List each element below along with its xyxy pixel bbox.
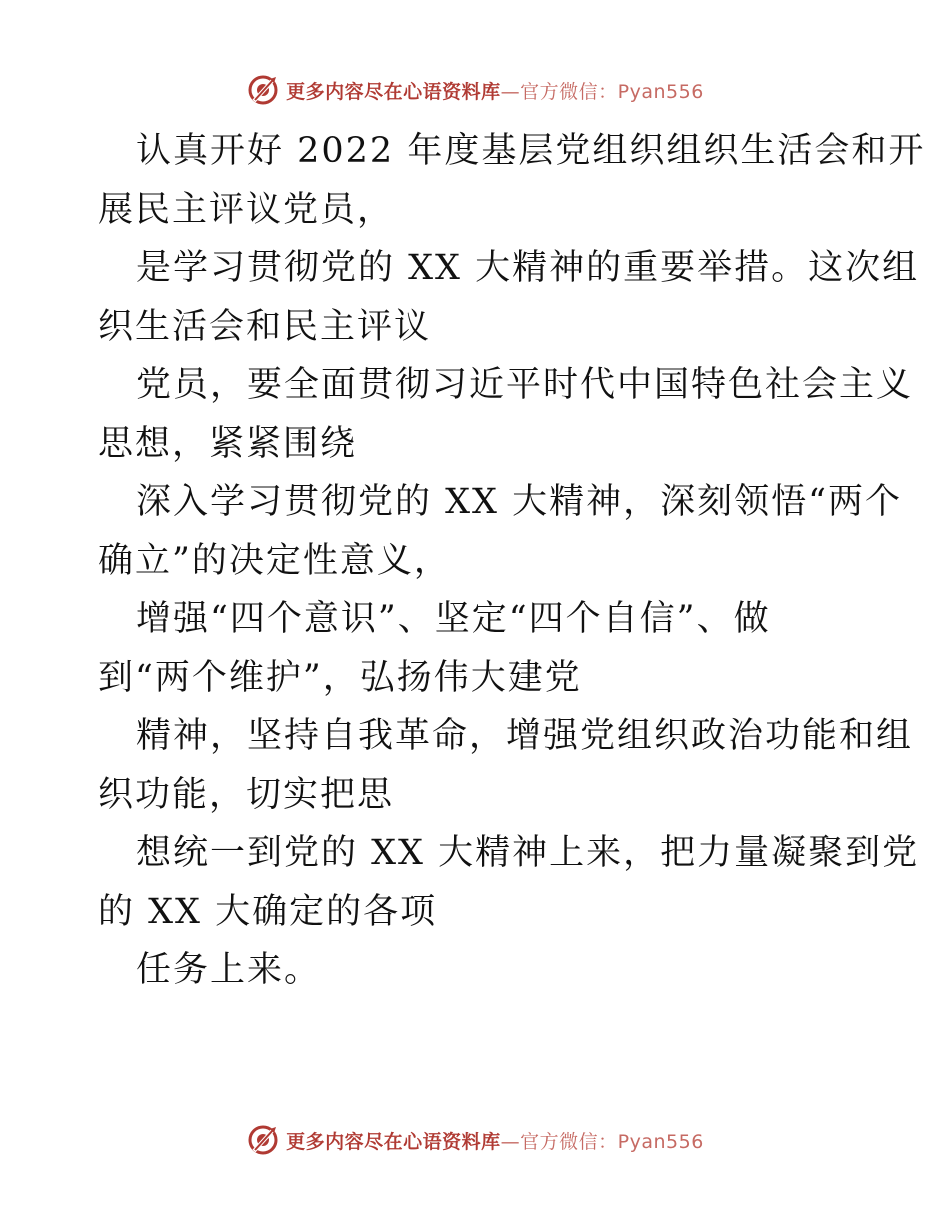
text-line: 思想，紧紧围绕 (98, 423, 358, 464)
text-line: 精神，坚持自我革命，增强党组织政治功能和组 (136, 716, 914, 756)
text-line: 织生活会和民主评议 (98, 306, 432, 347)
text-line: 的 XX 大确定的各项 (98, 891, 438, 932)
watermark-wechat: —官方微信：Pyan556 (500, 1130, 704, 1153)
header-watermark (0, 70, 950, 110)
watermark-brand: 更多内容尽在心语资料库 (286, 1130, 501, 1153)
watermark-text (286, 77, 704, 104)
text-line: 展民主评议党员， (98, 189, 395, 230)
watermark-brand: 更多内容尽在心语资料库 (286, 80, 501, 103)
document-body (98, 122, 926, 1000)
text-line: 织功能，切实把思 (98, 774, 395, 815)
quill-logo-icon (246, 1123, 280, 1157)
text-line: 确立”的决定性意义， (98, 540, 451, 581)
watermark-text (286, 1127, 704, 1154)
text-line: 深入学习贯彻党的 XX 大精神，深刻领悟“两个 (136, 482, 902, 522)
watermark-wechat: —官方微信：Pyan556 (500, 80, 704, 103)
text-line: 增强“四个意识”、坚定“四个自信”、做 (136, 599, 771, 639)
text-line: 想统一到党的 XX 大精神上来，把力量凝聚到党 (136, 833, 920, 873)
text-line: 任务上来。 (136, 950, 322, 990)
text-line: 是学习贯彻党的 XX 大精神的重要举措。这次组 (136, 248, 920, 288)
text-line: 认真开好 2022 年度基层党组织组织生活会和开 (136, 131, 926, 171)
footer-watermark (0, 1120, 950, 1160)
text-line: 到“两个维护”，弘扬伟大建党 (98, 657, 582, 698)
text-line: 党员，要全面贯彻习近平时代中国特色社会主义 (136, 365, 914, 405)
quill-logo-icon (246, 73, 280, 107)
